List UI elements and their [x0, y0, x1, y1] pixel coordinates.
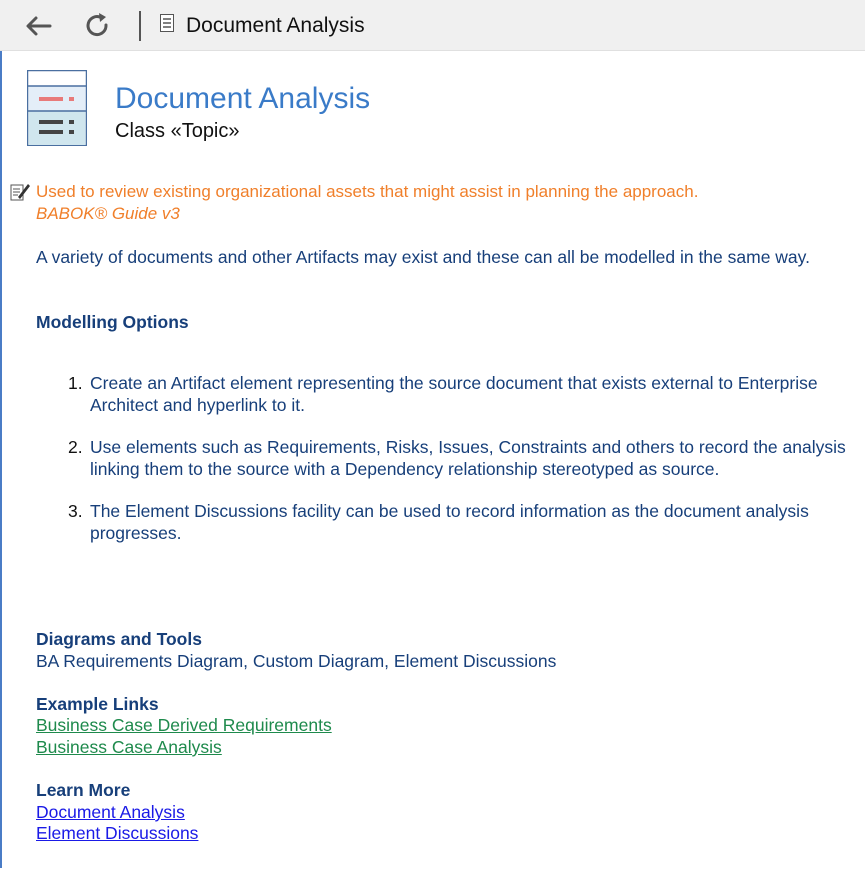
- modelling-options-list: [68, 372, 860, 564]
- list-item-number: 3.: [68, 501, 83, 521]
- list-item: [68, 372, 860, 416]
- back-arrow-icon: [23, 14, 53, 38]
- list-item-text: The Element Discussions facility can be used to record information as the document analysis progresses.: [90, 501, 809, 543]
- link-business-case-derived-requirements[interactable]: Business Case Derived Requirements: [36, 715, 332, 735]
- window-title: Document Analysis: [186, 14, 365, 37]
- link-document-analysis[interactable]: Document Analysis: [36, 802, 185, 822]
- page-subtitle: Class «Topic»: [115, 120, 240, 142]
- link-element-discussions[interactable]: Element Discussions: [36, 823, 199, 843]
- note-source: BABOK® Guide v3: [36, 204, 180, 223]
- list-item-text: Create an Artifact element representing the source document that exists external to Enterprise Architect and hyperlink to it.: [90, 373, 818, 415]
- toolbar-separator: [139, 11, 141, 41]
- list-item-text: Use elements such as Requirements, Risks, Issues, Constraints and others to record the analysis linking them to the source with a Dependency relationship stereotyped as source.: [90, 437, 846, 479]
- document-page-icon: [160, 14, 174, 32]
- note-edit-icon: [10, 182, 32, 202]
- learn-more-heading: Learn More: [36, 780, 131, 800]
- modelling-options-heading: Modelling Options: [36, 312, 189, 332]
- toolbar: [0, 0, 865, 51]
- back-button[interactable]: [22, 10, 54, 42]
- note-text: Used to review existing organizational assets that might assist in planning the approach.: [36, 182, 699, 201]
- refresh-icon: [83, 11, 113, 41]
- refresh-button[interactable]: [82, 10, 114, 42]
- example-links-heading: Example Links: [36, 694, 159, 714]
- diagrams-tools-heading: Diagrams and Tools: [36, 629, 202, 649]
- link-business-case-analysis[interactable]: Business Case Analysis: [36, 737, 222, 757]
- class-topic-icon: [27, 70, 87, 146]
- page-title: Document Analysis: [115, 82, 371, 115]
- list-item-number: 2.: [68, 437, 83, 457]
- list-item-number: 1.: [68, 373, 83, 393]
- intro-paragraph: A variety of documents and other Artifacts may exist and these can all be modelled in the same way.: [36, 247, 810, 267]
- diagrams-tools-text: BA Requirements Diagram, Custom Diagram, Element Discussions: [36, 651, 557, 671]
- list-item: [68, 436, 860, 480]
- list-item: [68, 500, 860, 544]
